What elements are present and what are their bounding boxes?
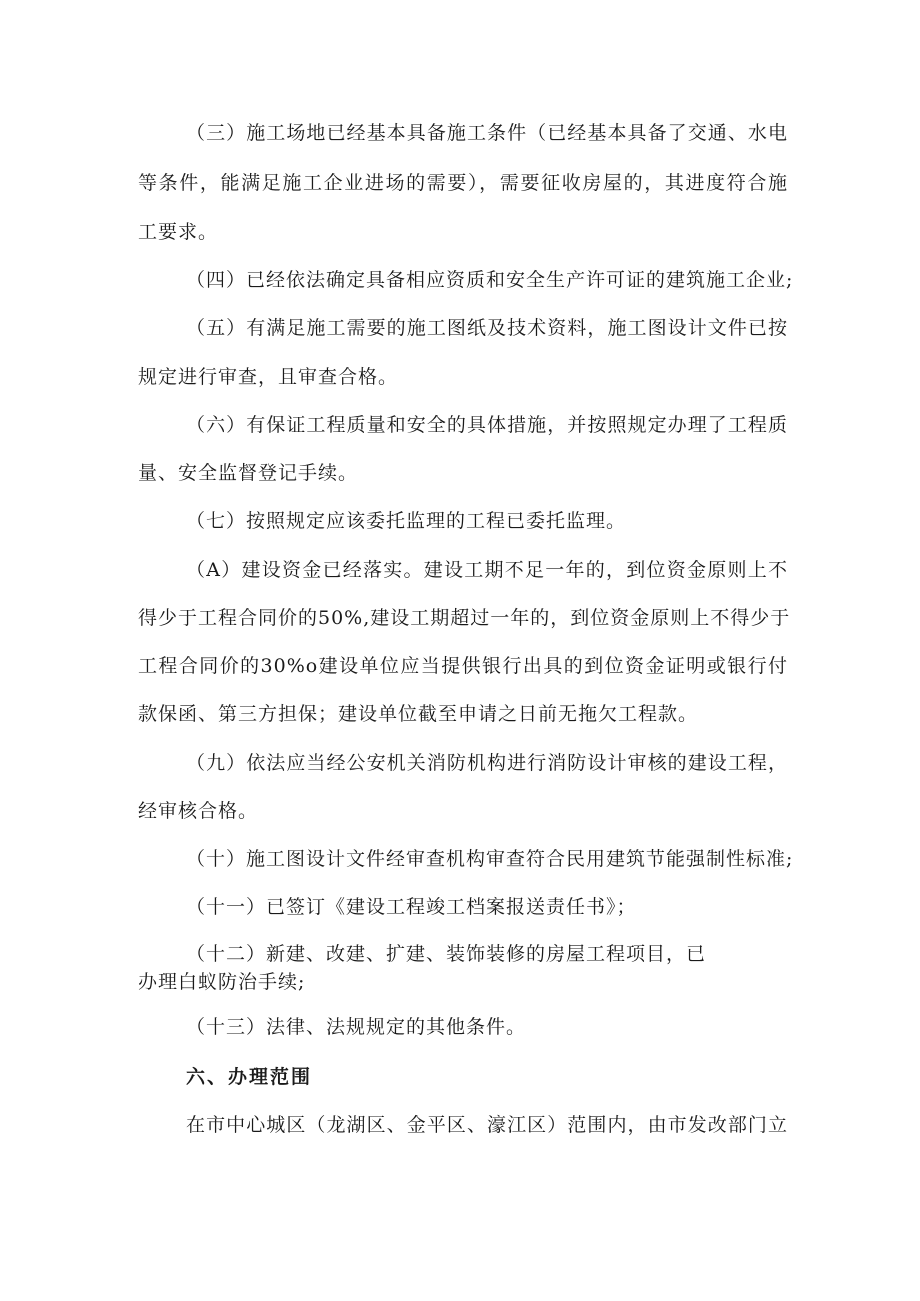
paragraph-9-line-2: 经审核合格。 [138, 800, 259, 822]
paragraph-8-line-2: 得少于工程合同价的50%,建设工期超过一年的，到位资金原则上不得少于 [138, 607, 791, 629]
paragraph-11-line-1: （十一）已签订《建设工程竣工档案报送责任书》； [186, 896, 637, 918]
paragraph-9-line-1: （九）依法应当经公安机关消防机构进行消防设计审核的建设工程， [186, 752, 788, 774]
paragraph-12-line-2: 办理白蚁防治手续; [138, 971, 306, 993]
paragraph-8-line-1: （A）建设资金已经落实。建设工期不足一年的，到位资金原则上不 [186, 559, 788, 581]
paragraph-6-line-2: 量、安全监督登记手续。 [138, 462, 359, 484]
section-heading: 六、办理范围 [186, 1066, 313, 1088]
paragraph-3-line-1: （三）施工场地已经基本具备施工条件（已经基本具备了交通、水电 [186, 122, 788, 144]
paragraph-5-line-2: 规定进行审查，且审查合格。 [138, 366, 399, 388]
paragraph-6-line-1: （六）有保证工程质量和安全的具体措施，并按照规定办理了工程质 [186, 414, 788, 436]
paragraph-8-line-3: 工程合同价的30%o建设单位应当提供银行出具的到位资金证明或银行付 [138, 655, 788, 677]
paragraph-7-line-1: （七）按照规定应该委托监理的工程已委托监理。 [186, 510, 627, 532]
paragraph-8-line-4: 款保函、第三方担保；建设单位截至申请之日前无拖欠工程款。 [138, 703, 699, 725]
paragraph-3-line-2: 等条件，能满足施工企业进场的需要），需要征收房屋的，其进度符合施 [138, 172, 788, 194]
paragraph-10-line-1: （十）施工图设计文件经审查机构审查符合民用建筑节能强制性标准; [186, 848, 794, 870]
final-paragraph-line-1: 在市中心城区（龙湖区、金平区、濠江区）范围内，由市发改部门立 [186, 1114, 788, 1136]
paragraph-12-line-1: （十二）新建、改建、扩建、装饰装修的房屋工程项目，已 [186, 943, 707, 965]
paragraph-5-line-1: （五）有满足施工需要的施工图纸及技术资料，施工图设计文件已按 [186, 317, 788, 339]
paragraph-13-line-1: （十三）法律、法规规定的其他条件。 [186, 1016, 527, 1038]
paragraph-3-line-3: 工要求。 [138, 221, 219, 243]
paragraph-4-line-1: （四）已经依法确定具备相应资质和安全生产许可证的建筑施工企业; [186, 269, 794, 291]
